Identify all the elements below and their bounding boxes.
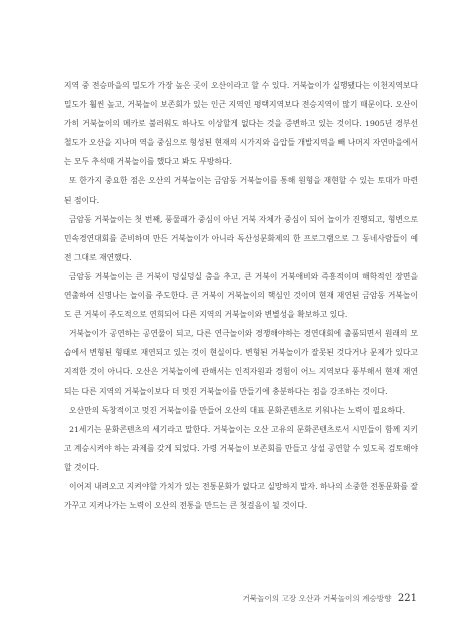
body-text (64, 76, 418, 515)
paragraph: 오산만의 독창적이고 멋진 거북놀이를 만들어 오산의 대표 문화콘텐츠로 키워나는 노력이 필요하다. (69, 405, 406, 415)
page-footer (242, 593, 417, 604)
paragraph: 거북놀이가 공연하는 공연물이 되고, 다른 연극놀이와 경쟁해야하는 경연대회에 출품되면서 원래의 모습에서 변형된 형태로 재연되고 있는 것이 현실이다. 변형된 거북놀이가 잘못된 것다거나 문제가 있다고 지적한 것이 아니다. 오산은 거북놀이에 관해서는 인적자원과 경험이 어느 지역보다 풍부해서 현재 재연되는 다른 지역의 거북놀이보다 더 멋진 거북놀이를 만들기에 충분하다는 점을 강조하는 것이다. (64, 329, 418, 396)
page-number: 221 (397, 593, 417, 604)
paragraph: 금암동 거북놀이는 첫 번째, 풍물패가 중심이 아닌 거북 자체가 중심이 되어 놀이가 진행되고, 형변으로 민속경연대회를 준비하며 만든 거북놀이가 아니라 독산성문화제의 한 프로그램으로 그 동네사람들이 예전 그대로 재연했다. (64, 214, 418, 262)
running-title: 거북놀이의 고장 오산과 거북놀이의 계승방향 (242, 594, 392, 603)
paragraph: 21세기는 문화콘텐츠의 세기라고 말한다. 거북놀이는 오산 고유의 문화콘텐츠로서 시민들이 함께 지키고 계승시켜야 하는 과제를 갖게 되었다. 가령 거북놀이 보존회를 만들고 상설 공연할 수 있도록 검토해야 할 것이다. (64, 424, 418, 472)
paragraph: 이어져 내려오고 지켜야할 가치가 있는 전통문화가 없다고 실망하지 말자. 하나의 소중한 전통문화를 잘 가꾸고 지켜나가는 노력이 오산의 전통을 만드는 큰 첫걸음이 될 것이다. (64, 481, 418, 511)
paragraph: 지역 중 전승마을의 밀도가 가장 높은 곳이 오산이라고 할 수 있다. 거북놀이가 실행됐다는 이천지역보다 밀도가 훨씬 높고, 거북놀이 보존회가 있는 인근 지역인 평택지역보다 전승지역이 많기 때문이다. 오산이 가히 거북놀이의 메카로 불러워도 하나도 이상할게 없다는 것을 증변하고 있는 것이다. 1905년 경부선 철도가 오산을 지나며 역을 중심으로 형성된 현재의 시가지와 읍압들 개발지역을 빼 나머지 자연마을에서는 모두 추석때 거북놀이를 했다고 봐도 무방하다. (64, 81, 418, 167)
paragraph: 또 한가지 중요한 점은 오산의 거북놀이는 금암동 거북놀이를 통해 원형을 재현할 수 있는 토대가 마련된 점이다. (64, 176, 418, 205)
paragraph: 금암동 거북놀이는 큰 거북이 덩실덩실 춤을 추고, 큰 거북이 거북애비와 즉흥적이며 해학적인 장면을 연출하여 신명나는 놀이를 주도한다. 큰 거북이 거북놀이의 핵심인 것이며 현재 재연된 금암동 거북놀이도 큰 거북이 주도적으로 연희되어 다른 지역의 거북놀이와 변별성을 확보하고 있다. (64, 271, 418, 320)
